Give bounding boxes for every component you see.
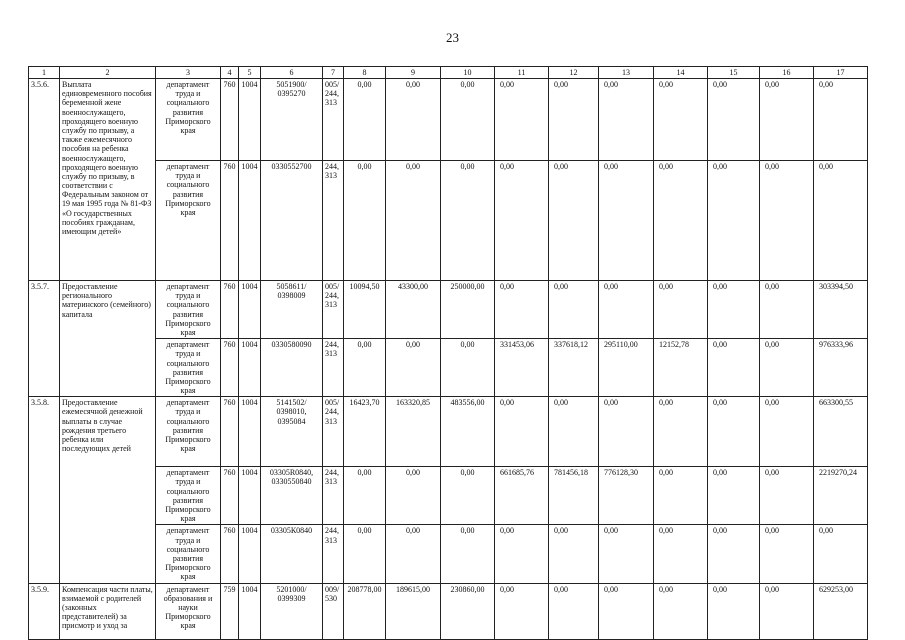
- value-cell: 0,00: [344, 79, 386, 161]
- value-cell: 663300,55: [814, 397, 868, 467]
- column-header: 16: [760, 67, 814, 79]
- value-cell: 0,00: [599, 397, 654, 467]
- header-row: [29, 67, 868, 79]
- code-cell: 5201000/ 0399309: [261, 583, 323, 639]
- value-cell: 0,00: [441, 79, 495, 161]
- value-cell: 0,00: [708, 281, 760, 339]
- value-cell: 0,00: [708, 339, 760, 397]
- department-cell: департамент труда и социального развития Приморского края: [156, 161, 221, 281]
- value-cell: 0,00: [344, 161, 386, 281]
- code-cell: 1004: [239, 339, 261, 397]
- column-header: 4: [221, 67, 239, 79]
- value-cell: 0,00: [814, 525, 868, 583]
- code-cell: 760: [221, 161, 239, 281]
- value-cell: 0,00: [654, 467, 708, 525]
- value-cell: 0,00: [599, 583, 654, 639]
- value-cell: 0,00: [760, 339, 814, 397]
- value-cell: 0,00: [549, 583, 599, 639]
- department-cell: департамент труда и социального развития Приморского края: [156, 339, 221, 397]
- code-cell: 03305R0840, 0330550840: [261, 467, 323, 525]
- value-cell: 0,00: [708, 161, 760, 281]
- column-header: 13: [599, 67, 654, 79]
- column-header: 2: [60, 67, 156, 79]
- value-cell: 0,00: [386, 467, 441, 525]
- value-cell: 337618,12: [549, 339, 599, 397]
- value-cell: 0,00: [495, 281, 549, 339]
- value-cell: 0,00: [495, 161, 549, 281]
- column-header: 6: [261, 67, 323, 79]
- value-cell: 0,00: [760, 281, 814, 339]
- value-cell: 250000,00: [441, 281, 495, 339]
- code-cell: 1004: [239, 281, 261, 339]
- department-cell: департамент труда и социального развития Приморского края: [156, 525, 221, 583]
- value-cell: 0,00: [386, 525, 441, 583]
- entry-name: Предоставление ежемесячной денежной выплаты в случае рождения третьего ребенка или последующих детей: [60, 397, 156, 583]
- code-cell: 760: [221, 281, 239, 339]
- value-cell: 0,00: [599, 161, 654, 281]
- table-row: [29, 281, 868, 339]
- entry-number: 3.5.9.: [29, 583, 60, 639]
- value-cell: 0,00: [599, 525, 654, 583]
- value-cell: 661685,76: [495, 467, 549, 525]
- value-cell: 0,00: [344, 525, 386, 583]
- code-cell: 760: [221, 397, 239, 467]
- value-cell: 0,00: [654, 161, 708, 281]
- value-cell: 0,00: [549, 79, 599, 161]
- department-cell: департамент труда и социального развития Приморского края: [156, 397, 221, 467]
- code-cell: 5141502/ 0398010, 0395084: [261, 397, 323, 467]
- value-cell: 0,00: [708, 79, 760, 161]
- value-cell: 0,00: [654, 79, 708, 161]
- entry-number: 3.5.8.: [29, 397, 60, 583]
- table-row: [29, 79, 868, 161]
- value-cell: 0,00: [760, 467, 814, 525]
- page-number: 23: [446, 30, 459, 45]
- column-header: 12: [549, 67, 599, 79]
- value-cell: 0,00: [760, 583, 814, 639]
- value-cell: 0,00: [344, 339, 386, 397]
- column-header: 3: [156, 67, 221, 79]
- value-cell: 0,00: [654, 397, 708, 467]
- code-cell: 005/ 244, 313: [323, 281, 344, 339]
- entry-number: 3.5.6.: [29, 79, 60, 281]
- value-cell: 0,00: [708, 467, 760, 525]
- table-row: [29, 583, 868, 639]
- code-cell: 5058611/ 0398009: [261, 281, 323, 339]
- value-cell: 976333,96: [814, 339, 868, 397]
- value-cell: 0,00: [599, 281, 654, 339]
- value-cell: 303394,50: [814, 281, 868, 339]
- column-header: 15: [708, 67, 760, 79]
- code-cell: 5051900/ 0395270: [261, 79, 323, 161]
- value-cell: 0,00: [654, 525, 708, 583]
- department-cell: департамент образования и науки Приморского края: [156, 583, 221, 639]
- value-cell: 0,00: [441, 467, 495, 525]
- value-cell: 483556,00: [441, 397, 495, 467]
- column-header: 1: [29, 67, 60, 79]
- value-cell: 0,00: [495, 525, 549, 583]
- value-cell: 0,00: [599, 79, 654, 161]
- budget-table: [28, 66, 868, 640]
- code-cell: 244, 313: [323, 339, 344, 397]
- value-cell: 0,00: [760, 525, 814, 583]
- value-cell: 0,00: [549, 397, 599, 467]
- code-cell: 1004: [239, 467, 261, 525]
- value-cell: 2219270,24: [814, 467, 868, 525]
- department-cell: департамент труда и социального развития Приморского края: [156, 79, 221, 161]
- column-header: 10: [441, 67, 495, 79]
- entry-name: Компенсация части платы, взимаемой с родителей (законных представителей) за присмотр и уход за: [60, 583, 156, 639]
- value-cell: 0,00: [708, 397, 760, 467]
- value-cell: 0,00: [708, 583, 760, 639]
- value-cell: 0,00: [814, 79, 868, 161]
- value-cell: 0,00: [814, 161, 868, 281]
- code-cell: 244, 313: [323, 525, 344, 583]
- value-cell: 629253,00: [814, 583, 868, 639]
- value-cell: 331453,06: [495, 339, 549, 397]
- code-cell: 244, 313: [323, 467, 344, 525]
- value-cell: 0,00: [441, 339, 495, 397]
- value-cell: 0,00: [708, 525, 760, 583]
- column-header: 5: [239, 67, 261, 79]
- code-cell: 760: [221, 79, 239, 161]
- column-header: 11: [495, 67, 549, 79]
- value-cell: 0,00: [760, 161, 814, 281]
- column-header: 14: [654, 67, 708, 79]
- value-cell: 12152,78: [654, 339, 708, 397]
- value-cell: 0,00: [386, 339, 441, 397]
- value-cell: 189615,00: [386, 583, 441, 639]
- code-cell: 1004: [239, 161, 261, 281]
- entry-number: 3.5.7.: [29, 281, 60, 397]
- value-cell: 0,00: [495, 79, 549, 161]
- code-cell: 009/ 530: [323, 583, 344, 639]
- value-cell: 208778,00: [344, 583, 386, 639]
- column-header: 8: [344, 67, 386, 79]
- table-row: [29, 397, 868, 467]
- value-cell: 43300,00: [386, 281, 441, 339]
- code-cell: 1004: [239, 583, 261, 639]
- value-cell: 0,00: [654, 583, 708, 639]
- value-cell: 0,00: [549, 281, 599, 339]
- value-cell: 230860,00: [441, 583, 495, 639]
- code-cell: 1004: [239, 525, 261, 583]
- value-cell: 0,00: [441, 161, 495, 281]
- value-cell: 295110,00: [599, 339, 654, 397]
- value-cell: 0,00: [495, 583, 549, 639]
- department-cell: департамент труда и социального развития Приморского края: [156, 467, 221, 525]
- code-cell: 03305К0840: [261, 525, 323, 583]
- value-cell: 163320,85: [386, 397, 441, 467]
- value-cell: 0,00: [386, 161, 441, 281]
- value-cell: 0,00: [654, 281, 708, 339]
- code-cell: 759: [221, 583, 239, 639]
- column-header: 7: [323, 67, 344, 79]
- code-cell: 244, 313: [323, 161, 344, 281]
- value-cell: 0,00: [549, 525, 599, 583]
- entry-name: Выплата единовременного пособия беременной жене военнослужащего, проходящего военную службу по призыву, а также ежемесячного пособия на ребенка военнослужащего, проходящего военную службу по призыву, в соответствии с Федеральным законом от 19 мая 1995 года № 81-ФЗ «О государственных пособиях гражданам, имеющим детей»: [60, 79, 156, 281]
- value-cell: 0,00: [344, 467, 386, 525]
- entry-name: Предоставление регионального материнского (семейного) капитала: [60, 281, 156, 397]
- value-cell: 0,00: [386, 79, 441, 161]
- code-cell: 760: [221, 339, 239, 397]
- code-cell: 1004: [239, 397, 261, 467]
- code-cell: 0330580090: [261, 339, 323, 397]
- code-cell: 1004: [239, 79, 261, 161]
- value-cell: 776128,30: [599, 467, 654, 525]
- value-cell: 0,00: [495, 397, 549, 467]
- value-cell: 781456,18: [549, 467, 599, 525]
- value-cell: 0,00: [549, 161, 599, 281]
- value-cell: 0,00: [441, 525, 495, 583]
- code-cell: 005/ 244, 313: [323, 79, 344, 161]
- column-header: 17: [814, 67, 868, 79]
- value-cell: 0,00: [760, 79, 814, 161]
- value-cell: 0,00: [760, 397, 814, 467]
- code-cell: 005/ 244, 313: [323, 397, 344, 467]
- column-header: 9: [386, 67, 441, 79]
- value-cell: 10094,50: [344, 281, 386, 339]
- code-cell: 760: [221, 467, 239, 525]
- department-cell: департамент труда и социального развития Приморского края: [156, 281, 221, 339]
- value-cell: 16423,70: [344, 397, 386, 467]
- code-cell: 760: [221, 525, 239, 583]
- code-cell: 0330552700: [261, 161, 323, 281]
